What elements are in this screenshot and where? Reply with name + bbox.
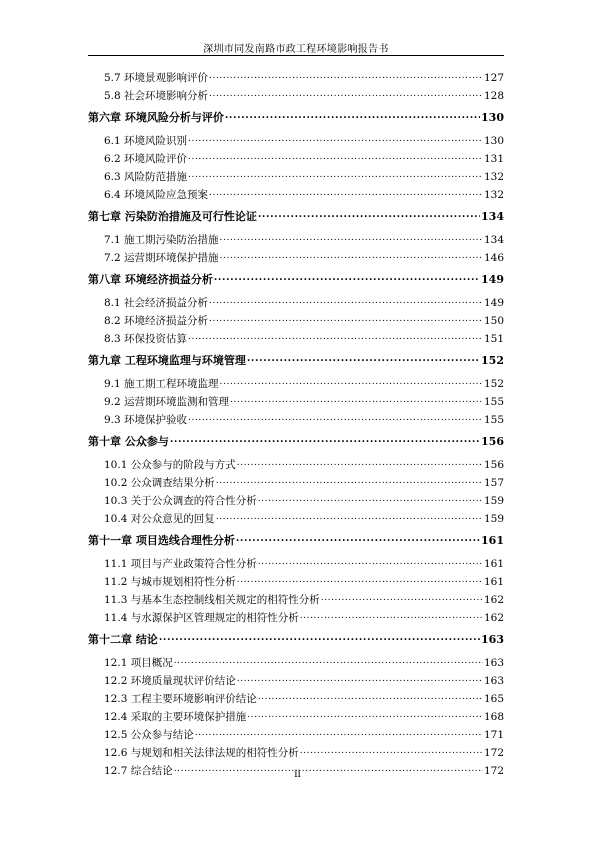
toc-dot-leader xyxy=(188,170,483,181)
toc-chapter-entry[interactable] xyxy=(88,208,504,229)
toc-chapter-entry[interactable] xyxy=(88,433,504,454)
toc-section-entry[interactable] xyxy=(88,295,504,313)
toc-dot-leader xyxy=(220,377,483,388)
toc-entry-title: 12.1 项目概况 xyxy=(104,657,173,669)
toc-section-entry[interactable] xyxy=(88,133,504,151)
toc-entry-page: 134 xyxy=(481,210,504,223)
toc-entry-page: 161 xyxy=(481,534,504,547)
toc-entry-page: 163 xyxy=(481,633,504,646)
header-rule xyxy=(88,55,504,56)
toc-chapter-entry[interactable] xyxy=(88,271,504,292)
toc-entry-title: 12.7 综合结论 xyxy=(104,765,173,777)
toc-dot-leader xyxy=(236,533,480,544)
toc-chapter-entry[interactable] xyxy=(88,532,504,553)
toc-section-entry[interactable] xyxy=(88,88,504,106)
toc-entry-title: 9.1 施工期工程环境监理 xyxy=(104,378,219,390)
toc-entry-title: 7.2 运营期环境保护措施 xyxy=(104,252,219,264)
page-header: 深圳市同发南路市政工程环境影响报告书 xyxy=(203,44,389,55)
toc-entry-title: 11.1 项目与产业政策符合性分析 xyxy=(104,558,257,570)
toc-entry-title: 8.3 环保投资估算 xyxy=(104,333,188,345)
toc-entry-page: 163 xyxy=(483,657,504,669)
toc-entry-page: 130 xyxy=(481,111,504,124)
toc-dot-leader xyxy=(159,632,480,643)
toc-entry-page: 134 xyxy=(483,234,504,246)
toc-entry-page: 159 xyxy=(483,513,504,525)
toc-entry-title: 第十一章 项目选线合理性分析 xyxy=(88,534,235,547)
toc-entry-title: 11.4 与水源保护区管理规定的相符性分析 xyxy=(104,612,299,624)
toc-entry-title: 11.3 与基本生态控制线相关规定的相符性分析 xyxy=(104,594,320,606)
toc-section-entry[interactable] xyxy=(88,610,504,628)
toc-entry-title: 6.1 环境风险识别 xyxy=(104,135,188,147)
toc-dot-leader xyxy=(237,575,483,586)
toc-entry-title: 6.2 环境风险评价 xyxy=(104,153,188,165)
toc-entry-title: 第十章 公众参与 xyxy=(88,435,169,448)
toc-dot-leader xyxy=(220,233,483,244)
toc-section-entry[interactable] xyxy=(88,475,504,493)
toc-entry-title: 10.3 关于公众调查的符合性分析 xyxy=(104,495,257,507)
toc-section-entry[interactable] xyxy=(88,250,504,268)
toc-section-entry[interactable] xyxy=(88,574,504,592)
toc-chapter-entry[interactable] xyxy=(88,352,504,373)
toc-section-entry[interactable] xyxy=(88,331,504,349)
toc-section-entry[interactable] xyxy=(88,394,504,412)
toc-entry-title: 5.8 社会环境影响分析 xyxy=(104,90,209,102)
toc-section-entry[interactable] xyxy=(88,493,504,511)
toc-section-entry[interactable] xyxy=(88,169,504,187)
toc-entry-page: 152 xyxy=(483,378,504,390)
toc-entry-title: 6.4 环境风险应急预案 xyxy=(104,189,209,201)
toc-entry-title: 12.3 工程主要环境影响评价结论 xyxy=(104,693,257,705)
toc-section-entry[interactable] xyxy=(88,709,504,727)
toc-dot-leader xyxy=(216,476,483,487)
toc-dot-leader xyxy=(225,110,480,121)
toc-section-entry[interactable] xyxy=(88,592,504,610)
toc-dot-leader xyxy=(258,209,480,220)
toc-entry-page: 157 xyxy=(483,477,504,489)
toc-dot-leader xyxy=(209,188,483,199)
page-number: ii xyxy=(294,769,301,780)
toc-entry-page: 161 xyxy=(483,558,504,570)
toc-section-entry[interactable] xyxy=(88,187,504,205)
toc-dot-leader xyxy=(195,728,483,739)
toc-entry-title: 第十二章 结论 xyxy=(88,633,158,646)
toc-section-entry[interactable] xyxy=(88,655,504,673)
toc-section-entry[interactable] xyxy=(88,556,504,574)
toc-dot-leader xyxy=(237,458,483,469)
toc-entry-title: 7.1 施工期污染防治措施 xyxy=(104,234,219,246)
toc-dot-leader xyxy=(258,557,483,568)
toc-entry-title: 10.4 对公众意见的回复 xyxy=(104,513,215,525)
toc-entry-page: 168 xyxy=(483,711,504,723)
toc-dot-leader xyxy=(237,674,483,685)
toc-dot-leader xyxy=(174,656,483,667)
toc-entry-page: 151 xyxy=(483,333,504,345)
toc-entry-page: 165 xyxy=(483,693,504,705)
toc-entry-page: 163 xyxy=(483,675,504,687)
toc-entry-page: 130 xyxy=(483,135,504,147)
toc-entry-page: 150 xyxy=(483,315,504,327)
toc-entry-title: 12.5 公众参与结论 xyxy=(104,729,194,741)
toc-entry-title: 10.1 公众参与的阶段与方式 xyxy=(104,459,236,471)
toc-entry-title: 第九章 工程环境监理与环境管理 xyxy=(88,354,246,367)
toc-section-entry[interactable] xyxy=(88,745,504,763)
toc-entry-title: 9.3 环境保护验收 xyxy=(104,414,188,426)
toc-dot-leader xyxy=(209,296,483,307)
toc-entry-title: 第八章 环境经济损益分析 xyxy=(88,273,213,286)
toc-dot-leader xyxy=(247,710,483,721)
toc-dot-leader xyxy=(188,152,483,163)
toc-section-entry[interactable] xyxy=(88,691,504,709)
toc-dot-leader xyxy=(214,272,480,283)
toc-entry-page: 171 xyxy=(483,729,504,741)
toc-entry-page: 149 xyxy=(483,297,504,309)
toc-dot-leader xyxy=(230,395,483,406)
toc-entry-page: 131 xyxy=(483,153,504,165)
toc-entry-page: 161 xyxy=(483,576,504,588)
toc-entry-page: 156 xyxy=(481,435,504,448)
toc-entry-page: 146 xyxy=(483,252,504,264)
toc-dot-leader xyxy=(188,332,483,343)
toc-dot-leader xyxy=(220,251,483,262)
toc-section-entry[interactable] xyxy=(88,727,504,745)
toc-section-entry[interactable] xyxy=(88,232,504,250)
toc-dot-leader xyxy=(300,611,483,622)
toc-entry-page: 162 xyxy=(483,612,504,624)
toc-entry-title: 第七章 污染防治措施及可行性论证 xyxy=(88,210,257,223)
toc-section-entry[interactable] xyxy=(88,457,504,475)
toc-entry-page: 172 xyxy=(483,747,504,759)
toc-entry-title: 12.2 环境质量现状评价结论 xyxy=(104,675,236,687)
toc-entry-page: 127 xyxy=(483,72,504,84)
toc-dot-leader xyxy=(188,134,483,145)
toc-entry-title: 9.2 运营期环境监测和管理 xyxy=(104,396,230,408)
toc-section-entry[interactable] xyxy=(88,511,504,529)
toc-entry-page: 156 xyxy=(483,459,504,471)
toc-dot-leader xyxy=(209,89,483,100)
toc-dot-leader xyxy=(300,746,483,757)
toc-dot-leader xyxy=(209,314,483,325)
toc-entry-page: 132 xyxy=(483,189,504,201)
toc-entry-page: 128 xyxy=(483,90,504,102)
table-of-contents xyxy=(88,70,504,781)
toc-entry-page: 172 xyxy=(483,765,504,777)
toc-entry-title: 8.2 环境经济损益分析 xyxy=(104,315,209,327)
toc-dot-leader xyxy=(247,353,480,364)
toc-section-entry[interactable] xyxy=(88,70,504,88)
toc-entry-title: 5.7 环境景观影响评价 xyxy=(104,72,209,84)
toc-entry-page: 155 xyxy=(483,396,504,408)
toc-entry-title: 6.3 风险防范措施 xyxy=(104,171,188,183)
toc-section-entry[interactable] xyxy=(88,313,504,331)
toc-section-entry[interactable] xyxy=(88,673,504,691)
toc-dot-leader xyxy=(188,413,483,424)
toc-entry-page: 152 xyxy=(481,354,504,367)
toc-section-entry[interactable] xyxy=(88,151,504,169)
toc-section-entry[interactable] xyxy=(88,412,504,430)
toc-entry-title: 10.2 公众调查结果分析 xyxy=(104,477,215,489)
toc-section-entry[interactable] xyxy=(88,376,504,394)
toc-entry-title: 11.2 与城市规划相符性分析 xyxy=(104,576,236,588)
toc-dot-leader xyxy=(209,71,483,82)
toc-entry-title: 12.4 采取的主要环境保护措施 xyxy=(104,711,247,723)
toc-dot-leader xyxy=(216,512,483,523)
toc-chapter-entry[interactable] xyxy=(88,109,504,130)
toc-entry-page: 159 xyxy=(483,495,504,507)
toc-entry-title: 第六章 环境风险分析与评价 xyxy=(88,111,224,124)
toc-entry-title: 12.6 与规划和相关法律法规的相符性分析 xyxy=(104,747,299,759)
toc-entry-page: 162 xyxy=(483,594,504,606)
toc-chapter-entry[interactable] xyxy=(88,631,504,652)
toc-entry-page: 132 xyxy=(483,171,504,183)
toc-entry-page: 155 xyxy=(483,414,504,426)
toc-dot-leader xyxy=(258,494,483,505)
toc-entry-title: 8.1 社会经济损益分析 xyxy=(104,297,209,309)
toc-entry-page: 149 xyxy=(481,273,504,286)
toc-dot-leader xyxy=(170,434,480,445)
toc-dot-leader xyxy=(321,593,483,604)
toc-dot-leader xyxy=(258,692,483,703)
